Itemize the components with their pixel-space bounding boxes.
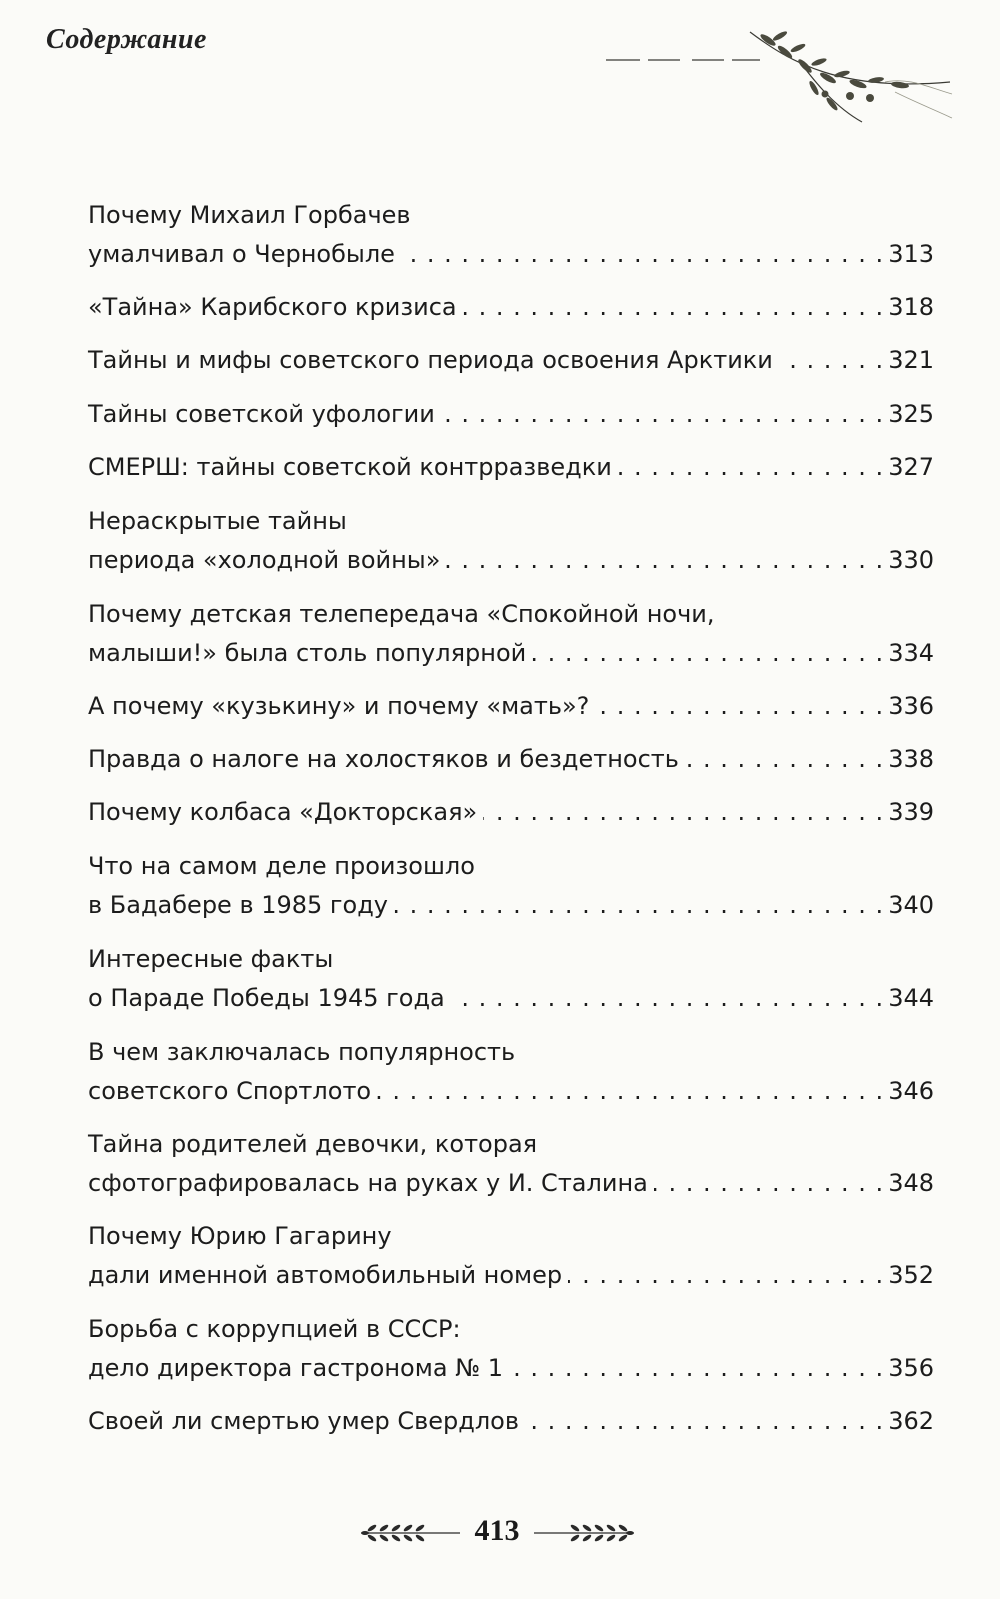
toc-entry-title: Почему Юрию Гагарину [88,1222,392,1250]
dot-leader [401,241,884,267]
toc-entry[interactable] [88,1131,934,1196]
toc-entry[interactable] [88,946,934,1011]
toc-entry-title: А почему «кузькину» и почему «мать»? [88,692,590,720]
toc-entry[interactable] [88,294,934,320]
toc-entry-title: периода «холодной войны» [88,546,441,574]
dot-leader [394,892,884,918]
toc-page-number: 362 [888,1407,934,1435]
toc-page-number: 348 [888,1169,934,1197]
toc-entry-title: Интересные факты [88,945,334,973]
toc-entry-title: в Бадабере в 1985 году [88,891,389,919]
dot-leader [654,1170,884,1196]
toc-entry-title: умалчивал о Чернобыле [88,240,395,268]
toc-entry[interactable] [88,853,934,918]
dot-leader [568,1262,884,1288]
toc-entry[interactable] [88,401,934,427]
toc-entry-title: дали именной автомобильный номер [88,1261,563,1289]
toc-entry[interactable] [88,799,934,825]
toc-page-number: 313 [888,240,934,268]
toc-entry[interactable] [88,1223,934,1288]
toc-entry[interactable] [88,746,934,772]
toc-entry[interactable] [88,202,934,267]
toc-entry-title: Почему детская телепередача «Спокойной ночи, [88,600,715,628]
toc-entry-title: «Тайна» Карибского кризиса [88,293,457,321]
toc-page-number: 352 [888,1261,934,1289]
toc-page-number: 321 [888,346,934,374]
dot-leader [532,640,884,666]
toc-entry-title: Тайна родителей девочки, которая [88,1130,538,1158]
dot-leader [441,401,884,427]
dot-leader [618,454,884,480]
dot-leader [463,294,885,320]
dot-leader [685,746,884,772]
dot-leader [525,1408,884,1434]
toc-entry-title: Почему колбаса «Докторская» [88,798,478,826]
toc-entry-title: дело директора гастронома № 1 [88,1354,504,1382]
dot-leader [509,1355,884,1381]
toc-entry[interactable] [88,693,934,719]
toc-entry[interactable] [88,601,934,666]
toc-entry-title: малыши!» была столь популярной [88,639,527,667]
toc-entry[interactable] [88,1408,934,1434]
dot-leader [595,693,884,719]
dot-leader [779,347,884,373]
toc-page-number: 330 [888,546,934,574]
toc-entry-title: Своей ли смертью умер Свердлов [88,1407,520,1435]
page-number: 413 [474,1514,520,1547]
olive-branch-ornament-icon [600,22,960,132]
toc-entry-title: Правда о налоге на холостяков и бездетность [88,745,679,773]
toc-page-number: 334 [888,639,934,667]
toc-entry[interactable] [88,1316,934,1381]
dot-leader [446,547,884,573]
toc-entry-title: советского Спортлото [88,1077,372,1105]
toc-page-number: 344 [888,984,934,1012]
toc-page-number: 336 [888,692,934,720]
toc-page-number: 338 [888,745,934,773]
page-footer [0,1512,1000,1552]
toc-page-number: 325 [888,400,934,428]
dot-leader [377,1078,884,1104]
toc-page-number: 356 [888,1354,934,1382]
toc-page-number: 346 [888,1077,934,1105]
toc-entry[interactable] [88,347,934,373]
toc-entry-title: Тайны советской уфологии [88,400,435,428]
toc-entry[interactable] [88,1039,934,1104]
toc-entry-title: Борьба с коррупцией в СССР: [88,1315,461,1343]
toc-page-number: 318 [888,293,934,321]
page-section-title: Содержание [46,24,207,55]
toc-entry-title: В чем заключалась популярность [88,1038,516,1066]
toc-entry-title: Тайны и мифы советского периода освоения Арктики [88,346,773,374]
toc-entry[interactable] [88,508,934,573]
toc-entry-title: СМЕРШ: тайны советской контрразведки [88,453,612,481]
toc-page-number: 340 [888,891,934,919]
toc-entry-title: Почему Михаил Горбачев [88,201,411,229]
toc-entry-title: Что на самом деле произошло [88,852,475,880]
dot-leader [483,799,884,825]
toc-page-number: 327 [888,453,934,481]
toc-entry-title: сфотографировалась на руках у И. Сталина [88,1169,648,1197]
laurel-ornament-icon [532,1516,637,1550]
toc-entry-title: о Параде Победы 1945 года [88,984,445,1012]
laurel-ornament-icon [358,1516,463,1550]
toc-entry[interactable] [88,454,934,480]
toc-page-number: 339 [888,798,934,826]
toc-entry-title: Нераскрытые тайны [88,507,347,535]
dot-leader [451,985,884,1011]
